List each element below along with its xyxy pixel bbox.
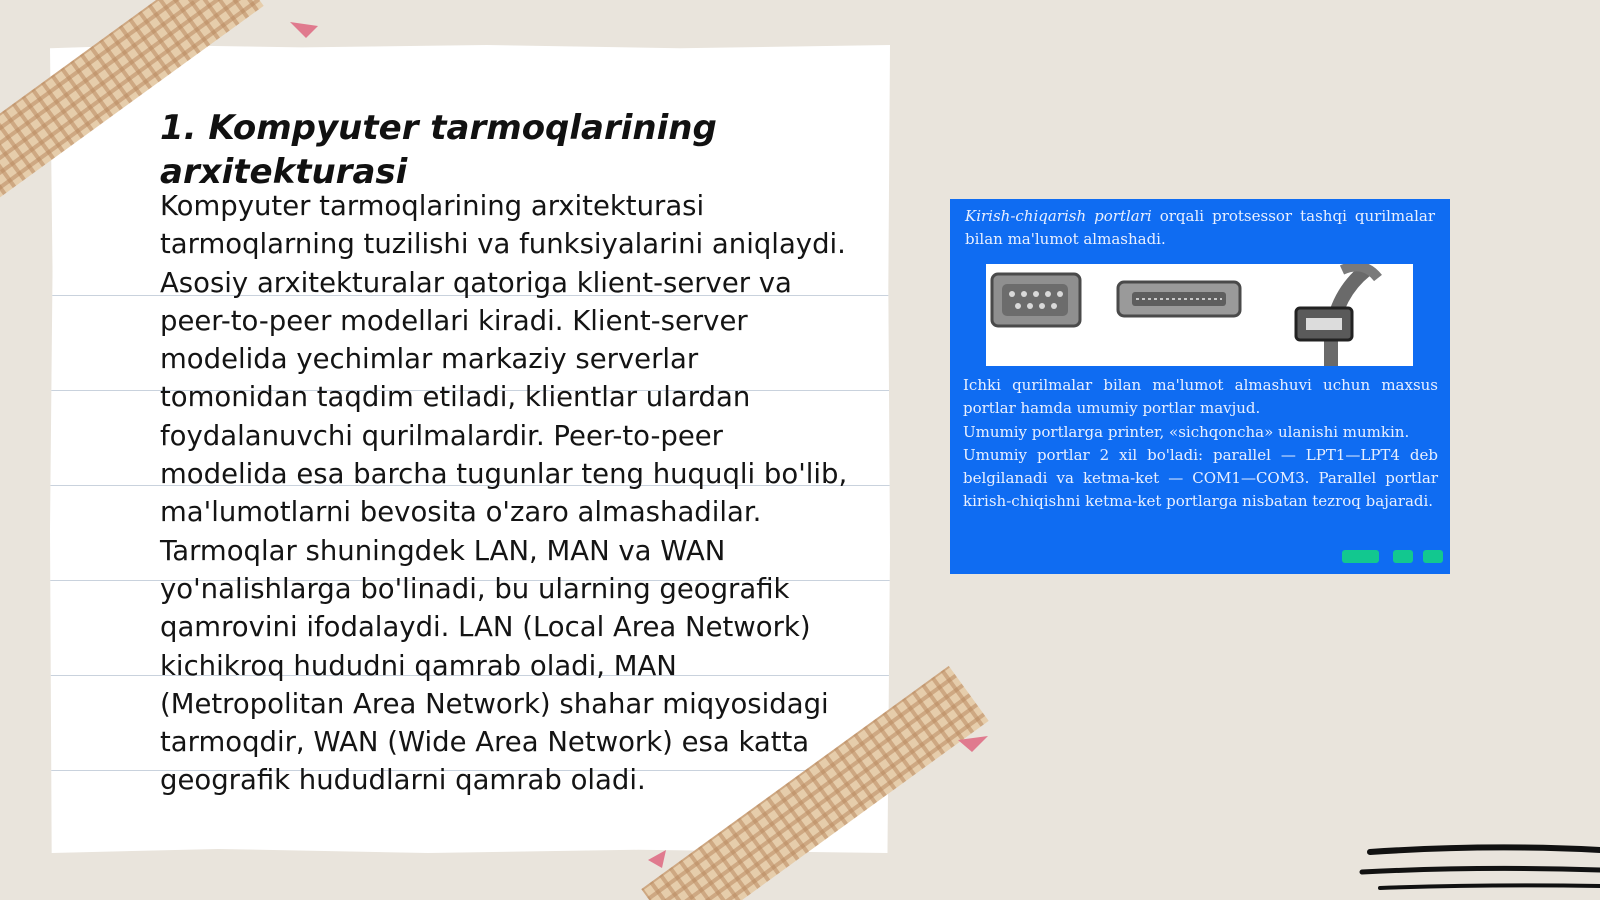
image-top-italic: Kirish-chiqarish portlari xyxy=(965,207,1152,225)
nav-button-back xyxy=(1342,550,1379,563)
slide-body-text: Kompyuter tarmoqlarining arxitekturasi tarmoqlarning tuzilishi va funksiyalarini aniqlaydi. Asosiy arxitekturalar qatoriga klient-server va peer-to-peer modellari kiradi. Klient-server modelida yechimlar markaziy serverlar tomonidan taqdim etiladi, klientlar ulardan foydalanuvchi qurilmalardir. Peer-to-peer modelida esa barcha tugunlar teng huquqli bo'lib, ma'lumotlarni bevosita o'zaro almashadilar. Tarmoqlar shuningdek LAN, MAN va WAN yo'nalishlarga bo'linadi, bu ularning geografik qamrovini ifodalaydi. LAN (Local Area Network) kichikroq hududni qamrab oladi, MAN (Metropolitan Area Network) shahar miqyosidagi tarmoqdir, WAN (Wide Area Network) esa katta geografik hududlarni qamrab oladi. xyxy=(160,190,848,797)
connectors-figure xyxy=(986,264,1413,366)
image-top-rest: orqali protsessor tashqi qurilmalar bilan ma'lumot almashadi. xyxy=(965,207,1436,248)
ports-image-panel xyxy=(950,199,1450,574)
image-caption-line: Umumiy portlarga printer, «sichqoncha» ulanishi mumkin. xyxy=(963,422,1410,441)
nav-button-home xyxy=(1393,550,1413,563)
image-top-caption xyxy=(965,205,1435,251)
nav-button-next xyxy=(1423,550,1443,563)
image-bottom-caption xyxy=(963,374,1438,514)
image-caption-line: Umumiy portlar 2 xil bo'ladi: parallel — LPT1—LPT4 deb belgilanadi va ketma-ket — COM1—COM3. Parallel portlar kirish-chiqishni ketma-ket portlarga nisbatan tezroq bajaradi. xyxy=(963,445,1438,511)
port-connectors-illustration xyxy=(986,264,1413,366)
image-caption-line: Ichki qurilmalar bilan ma'lumot almashuvi uchun maxsus portlar hamda umumiy portlar mavjud. xyxy=(963,376,1438,418)
brush-stroke-decoration xyxy=(1340,840,1600,900)
slide-title: 1. Kompyuter tarmoqlarining arxitekturasi xyxy=(160,108,717,192)
